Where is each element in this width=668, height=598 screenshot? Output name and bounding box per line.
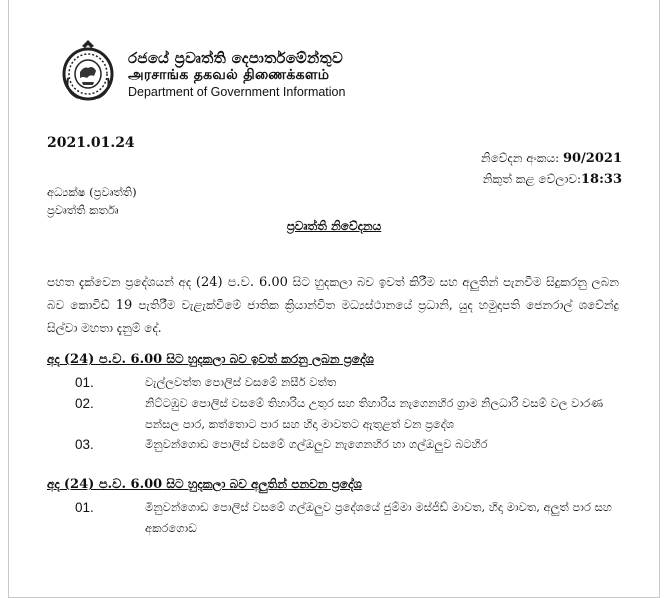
list-item-text: මිනුවන්ගොඩ පොලිස් වසමේ ගල්ඔලුව නැගෙනහිර හා ගල්ඔලුව බටහිර <box>145 437 488 451</box>
section-heading-lifted <box>47 352 374 367</box>
recipient-line: අධ්‍යක්ෂ (ප්‍රවෘත්ති) <box>47 185 137 199</box>
list-item-number: 03. <box>75 437 94 452</box>
notice-number-label: නිවේදන අංකය: <box>480 151 560 165</box>
notice-time-row <box>481 169 622 190</box>
document-date: 2021.01.24 <box>47 135 135 151</box>
department-name-block <box>128 50 345 101</box>
intro-number: 19 <box>115 298 133 313</box>
heading-time: (24) ප.ව. 6.00 <box>63 477 163 492</box>
list-item <box>47 393 619 437</box>
recipients-block <box>47 183 137 219</box>
list-item-text: නිට්ටඹුව පොලිස් වසමේ තිහාරිය උතුර සහ තිහාරිය නැගෙනහිර ග්‍රාම නිලධාරි වසම් වල වාරණ පන්සල පාර, කත්තොට පාර සහ හිදා මාවතට ඇතුළත් වන ප්‍රදේශ <box>145 396 604 431</box>
list-item-text: වැල්ලවත්ත පොලිස් වසමේ නසීර් වත්ත <box>145 375 337 389</box>
notice-number-value: 90/2021 <box>562 151 622 166</box>
intro-text: පැතිරීම වැළැක්වීමේ ජාතික ක්‍රියාන්විත මධ්‍යස්ථානයේ ප්‍රධානි, යුද හමුදාපති ජෙනරාල් ශවේන්ද්‍ර සිල්වා මහතා දැනුම් දේ. <box>47 298 619 335</box>
section-heading-new <box>47 477 362 492</box>
list-item <box>47 372 619 394</box>
list-item-number: 01. <box>75 375 94 390</box>
intro-time: (24) ප.ව. 6.00 <box>195 275 288 290</box>
document-title: ප්‍රවෘත්ති නිවේදනය <box>286 219 382 233</box>
notice-time-value: 18:33 <box>581 172 622 187</box>
list-item <box>47 497 619 541</box>
list-item-number: 02. <box>75 396 94 411</box>
heading-time: (24) ප.ව. 6.00 <box>63 352 163 367</box>
heading-text: අද <box>47 352 64 366</box>
list-item-text: මිනුවන්ගොඩ පොලිස් වසමේ ගල්ඔලුව ප්‍රදේශයේ ජුම්මා මස්ජිඩ් මාවත, හිදා මාවත, අලුත් පාර සහ අකරගොඩ <box>145 500 612 535</box>
heading-text: සිට හුදකලා බව ඉවත් කරනු ලබන ප්‍රදේශ <box>162 352 374 366</box>
heading-text: අද <box>47 477 64 491</box>
department-name-sinhala: රජයේ ප්‍රවෘත්ති දෙපාර්තමේන්තුව <box>128 49 344 67</box>
list-item <box>47 434 619 456</box>
notice-number-row <box>481 148 622 169</box>
department-name-english: Department of Government Information <box>128 85 346 99</box>
notice-time-label: නිකුත් කළ වේලාව: <box>482 172 582 186</box>
intro-paragraph <box>47 271 619 339</box>
government-emblem-icon <box>60 38 116 102</box>
intro-text: පහත දැක්වෙන ප්‍රදේශයන් අද <box>47 275 196 289</box>
recipient-line: ප්‍රවෘත්ති කර්තෘ <box>47 203 119 217</box>
heading-text: සිට හුදකලා බව අලුතින් පනවන ප්‍රදේශ <box>162 477 362 491</box>
list-item-number: 01. <box>75 500 94 515</box>
intro-text: සිට හුදකලා බව ඉවත් කිරීම සහ අලුතින් පැනවීම සිදුකරනු ලබන බව කොවිඩ් <box>47 275 620 312</box>
department-name-tamil: அரசாங்க தகவல் திணைக்களம் <box>128 67 330 83</box>
notice-reference <box>481 148 622 190</box>
